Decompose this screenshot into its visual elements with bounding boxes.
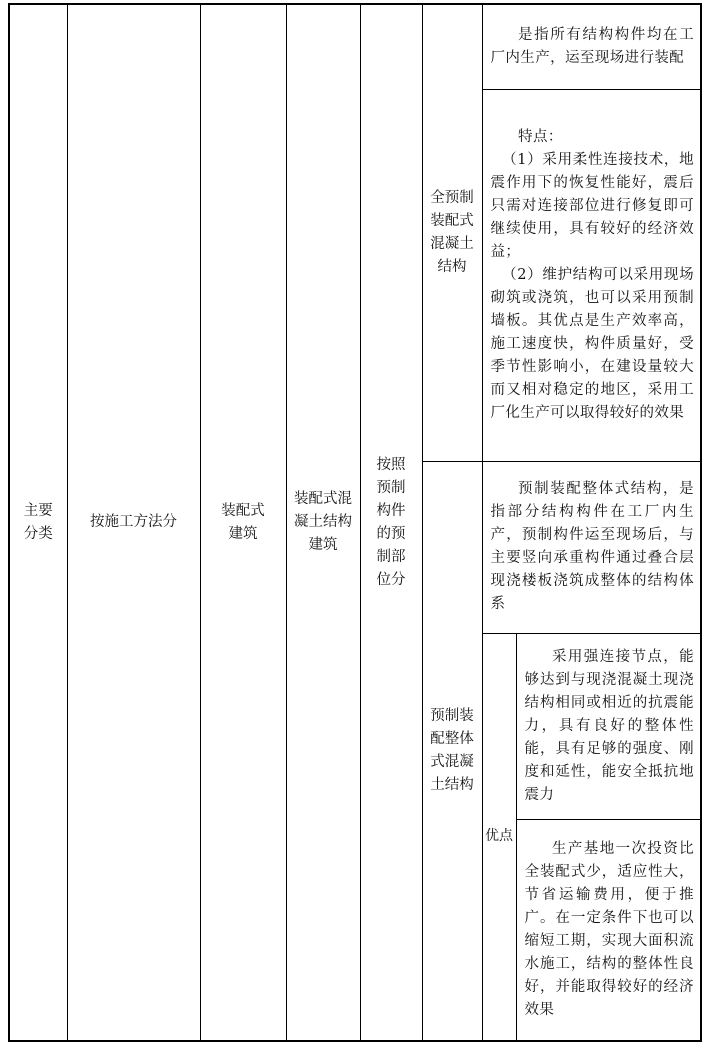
building-type-cell (200, 4, 286, 1041)
full-precast-features-title: 特点： (518, 128, 563, 145)
structure-building-cell (286, 4, 360, 1041)
full-precast-definition-cell (482, 4, 701, 89)
advantage-2-cell (516, 819, 701, 1041)
advantages-label-cell (482, 633, 516, 1041)
classification-table-wrapper (8, 3, 700, 1040)
full-precast-name-text: 全预制装配式混凝土结构 (430, 189, 474, 275)
component-part-text: 按照预制构件的预制部位分 (376, 456, 406, 588)
full-precast-definition-text: 是指所有结构构件均在工厂内生产，运至现场进行装配 (490, 26, 694, 66)
integral-precast-name-text: 预制装配整体式混凝土结构 (430, 707, 474, 793)
component-part-cell (360, 4, 422, 1041)
main-category-cell (9, 4, 67, 1041)
full-precast-features-cell (482, 89, 701, 461)
advantage-1-cell (516, 633, 701, 819)
integral-precast-definition-cell (482, 461, 701, 633)
method-cell (67, 4, 200, 1041)
advantage-2-text: 生产基地一次投资比全装配式少，适应性大，节省运输费用，便于推广。在一定条件下也可以缩短工期，实现大面积流水施工，结构的整体性良好，并能取得较好的经济效果 (524, 840, 694, 1018)
full-precast-name-cell (422, 4, 482, 461)
full-precast-feature-1: （1）采用柔性连接技术，地震作用下的恢复性能好，震后只需对连接部位进行修复即可继续使用，具有较好的经济效益； (490, 151, 694, 260)
advantage-1-text: 采用强连接节点，能够达到与现浇混凝土现浇结构相同或相近的抗震能力，具有良好的整体性能，具有足够的强度、刚度和延性，能安全抵抗地震力 (524, 648, 694, 803)
integral-precast-name-cell (422, 461, 482, 1041)
building-type-text: 装配式建筑 (221, 502, 265, 542)
full-precast-feature-2: （2）维护结构可以采用现场砌筑或浇筑，也可以采用预制墙板。其优点是生产效率高，施工速度快，构件质量好，受季节性影响小，在建设量较大而又相对稳定的地区，采用工厂化生产可以取得较好的效果 (490, 266, 694, 421)
structure-building-text: 装配式混凝土结构建筑 (293, 491, 352, 553)
classification-table (8, 3, 702, 1042)
advantages-label-text: 优点 (485, 828, 513, 845)
main-category-text: 主要分类 (23, 502, 53, 542)
integral-precast-definition-text: 预制装配整体式结构，是指部分结构构件在工厂内生产，预制构件运至现场后，与主要竖向承重构件通过叠合层现浇楼板浇筑成整体的结构体系 (490, 481, 694, 612)
method-text: 按施工方法分 (90, 514, 177, 530)
